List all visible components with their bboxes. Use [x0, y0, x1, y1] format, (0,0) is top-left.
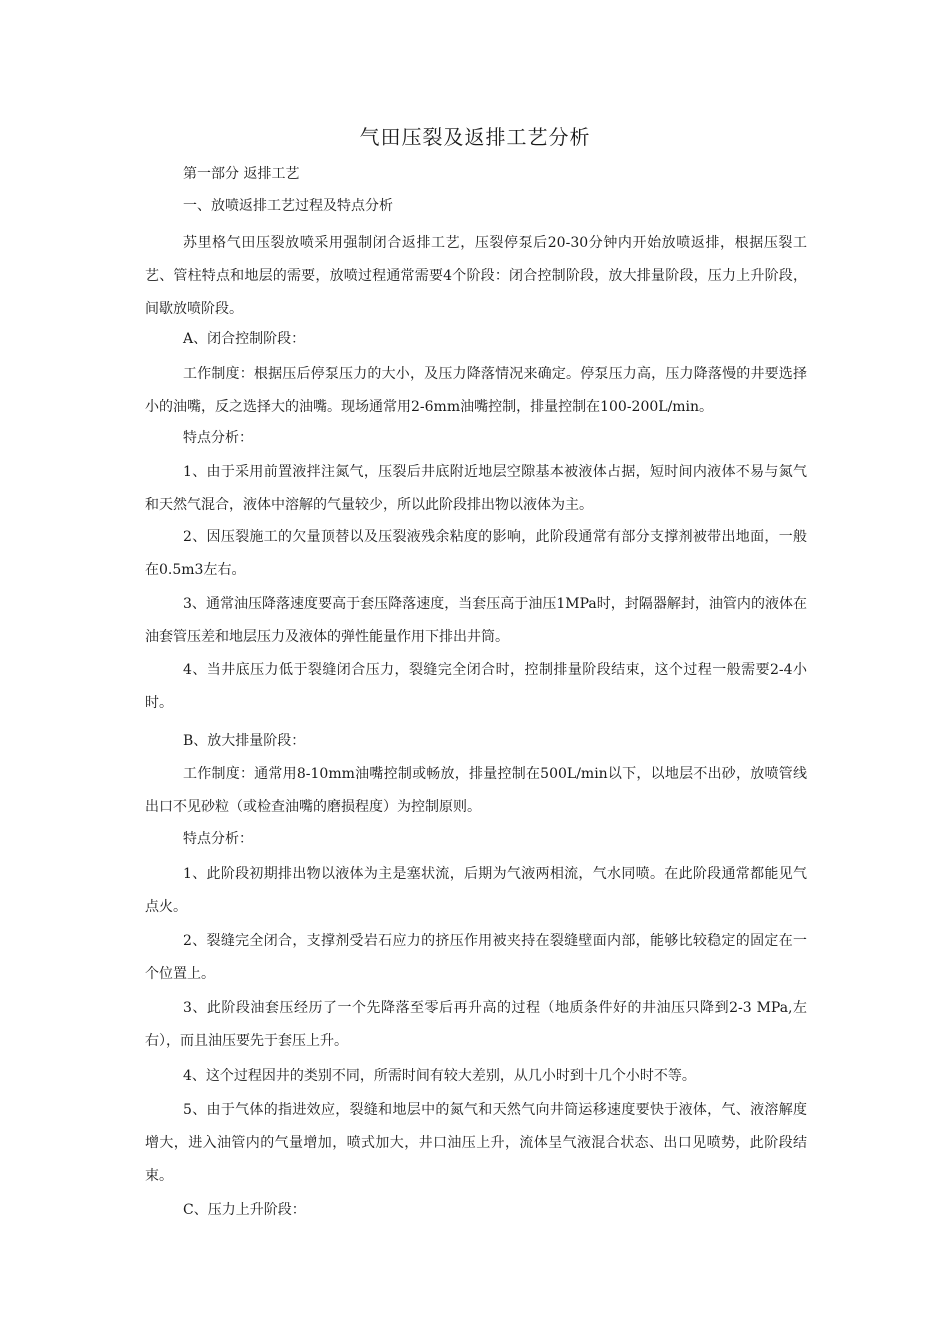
stage-b-point-3: 3、此阶段油套压经历了一个先降落至零后再升高的过程（地质条件好的井油压只降到2-3 MPa,左右），而且油压要先于套压上升。	[145, 1000, 807, 1049]
stage-a-work-regime: 工作制度：根据压后停泵压力的大小，及压力降落情况来确定。停泵压力高，压力降落慢的井要选择小的油嘴，反之选择大的油嘴。现场通常用2-6mm油嘴控制，排量控制在100-200L/min。	[145, 366, 807, 415]
stage-a-point-4: 4、当井底压力低于裂缝闭合压力，裂缝完全闭合时，控制排量阶段结束，这个过程一般需要2-4小时。	[145, 662, 807, 711]
stage-a-feature-heading: 特点分析：	[183, 430, 253, 446]
stage-b-work-regime: 工作制度：通常用8-10mm油嘴控制或畅放，排量控制在500L/min以下，以地层不出砂，放喷管线出口不见砂粒（或检查油嘴的磨损程度）为控制原则。	[145, 766, 807, 815]
stage-a-point-2: 2、因压裂施工的欠量顶替以及压裂液残余粘度的影响，此阶段通常有部分支撑剂被带出地面，一般在0.5m3左右。	[145, 529, 807, 578]
stage-b-point-1: 1、此阶段初期排出物以液体为主是塞状流，后期为气液两相流，气水同喷。在此阶段通常都能见气点火。	[145, 866, 807, 915]
stage-b-heading: B、放大排量阶段：	[183, 733, 306, 749]
stage-b-point-2: 2、裂缝完全闭合，支撑剂受岩石应力的挤压作用被夹持在裂缝壁面内部，能够比较稳定的固定在一个位置上。	[145, 933, 807, 982]
document-title: 气田压裂及返排工艺分析	[359, 125, 591, 149]
stage-a-point-3: 3、通常油压降落速度要高于套压降落速度，当套压高于油压1MPa时，封隔器解封，油管内的液体在油套管压差和地层压力及液体的弹性能量作用下排出井筒。	[145, 596, 807, 645]
stage-a-point-1: 1、由于采用前置液拌注氮气，压裂后井底附近地层空隙基本被液体占据，短时间内液体不易与氮气和天然气混合，液体中溶解的气量较少，所以此阶段排出物以液体为主。	[145, 464, 807, 513]
stage-b-feature-heading: 特点分析：	[183, 831, 253, 847]
part-heading: 第一部分 返排工艺	[183, 166, 300, 182]
stage-b-point-4: 4、这个过程因井的类别不同，所需时间有较大差别，从几小时到十几个小时不等。	[183, 1068, 696, 1084]
stage-c-heading: C、压力上升阶段：	[183, 1202, 306, 1218]
stage-a-heading: A、闭合控制阶段：	[183, 331, 306, 347]
section-heading: 一、放喷返排工艺过程及特点分析	[183, 198, 393, 214]
stage-b-point-5: 5、由于气体的指进效应，裂缝和地层中的氮气和天然气向井筒运移速度要快于液体，气、液溶解度增大，进入油管内的气量增加，喷式加大，井口油压上升，流体呈气液混合状态、出口见喷势，此阶段结束。	[145, 1102, 807, 1184]
intro-paragraph: 苏里格气田压裂放喷采用强制闭合返排工艺，压裂停泵后20-30分钟内开始放喷返排，根据压裂工艺、管柱特点和地层的需要，放喷过程通常需要4个阶段：闭合控制阶段，放大排量阶段，压力上升阶段，间歇放喷阶段。	[145, 235, 807, 317]
